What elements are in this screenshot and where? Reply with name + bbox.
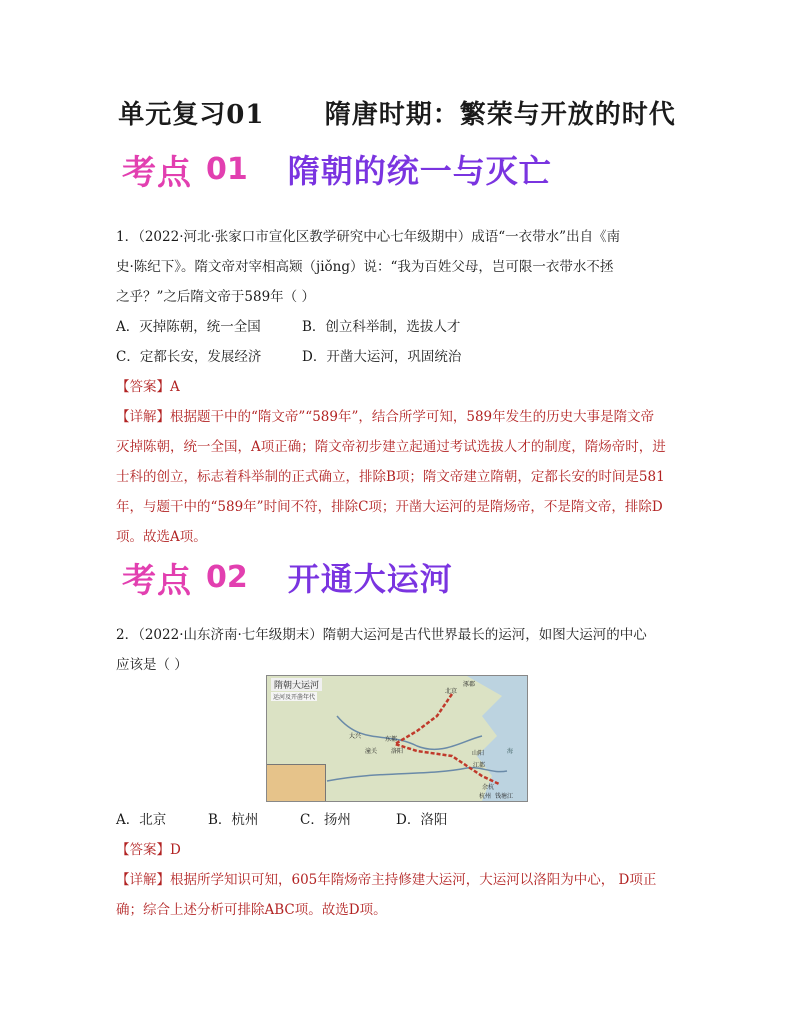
options-row (116, 342, 686, 372)
city-label: 杭州 (479, 793, 492, 800)
city-label: 涿郡 (463, 681, 476, 688)
option-c: C．扬州 (300, 812, 351, 828)
option-b: B．杭州 (208, 812, 259, 828)
option-d: D．开凿大运河，巩固统治 (302, 349, 462, 365)
options-row (116, 805, 686, 835)
question-text-line: 史·陈纪下》。隋文帝对宰相高颎（jiǒng）说：“我为百姓父母，岂可限一衣带水不拯 (116, 259, 614, 275)
city-label: 洛阳 (391, 748, 404, 755)
city-label: 北京 (445, 688, 458, 695)
option-b: B．创立科举制，选拔人才 (302, 319, 461, 335)
answer-line (116, 372, 686, 402)
grand-canal-map (266, 675, 528, 802)
option-c: C．定都长安，发展经济 (116, 349, 262, 365)
explain-line (116, 865, 686, 895)
explain-line: 项。故选A项。 (116, 529, 207, 545)
explain-tag: 【详解】 (116, 409, 170, 425)
question-2 (116, 620, 686, 680)
section-header-02 (122, 555, 453, 599)
answer-tag: 【答案】 (116, 379, 170, 395)
city-label: 钱塘江 (495, 793, 514, 800)
explain-line: 年，与题干中的“589年”时间不符，排除C项；开凿大运河的是隋炀帝，不是隋文帝，排除D (116, 499, 663, 515)
section-number: 02 (206, 559, 248, 595)
section-label: 考点 (122, 560, 192, 601)
answer-value: D (170, 842, 181, 858)
map-title: 隋朝大运河 (271, 678, 322, 691)
options-row (116, 312, 686, 342)
answer-line (116, 835, 686, 865)
question-text-line: 1．（2022·河北·张家口市宣化区教学研究中心七年级期中）成语“一衣带水”出自《南 (116, 229, 621, 245)
city-label: 潼关 (365, 748, 378, 755)
section-title: 开通大运河 (287, 560, 453, 598)
city-label: 山阳 (472, 750, 485, 757)
option-d: D．洛阳 (396, 812, 448, 828)
explain-text: 根据所学知识可知，605年隋炀帝主持修建大运河，大运河以洛阳为中心， D项正 (170, 872, 657, 888)
question-text-line: 之乎？”之后隋文帝于589年（ ） (116, 289, 315, 305)
answer-tag: 【答案】 (116, 842, 170, 858)
question-2-rest (116, 805, 686, 925)
answer-value: A (170, 379, 180, 395)
section-header-01 (122, 147, 552, 191)
explain-line: 士科的创立，标志着科举制的正式确立，排除B项；隋文帝建立隋朝，定都长安的时间是581 (116, 469, 665, 485)
option-a: A．灭掉陈朝，统一全国 (116, 319, 261, 335)
section-number: 01 (206, 151, 248, 187)
explain-line: 灭掉陈朝，统一全国，A项正确；隋文帝初步建立起通过考试选拔人才的制度，隋炀帝时，进 (116, 439, 666, 455)
map-legend: 运河及开凿年代 (273, 694, 316, 701)
question-text-line: 应该是（ ） (116, 657, 188, 673)
page-title: 单元复习01 隋唐时期：繁荣与开放的时代 (118, 100, 676, 130)
sea-label: 海 (507, 748, 514, 755)
city-label: 余杭 (482, 784, 495, 791)
section-title: 隋朝的统一与灭亡 (287, 152, 552, 190)
question-text-line: 2．（2022·山东济南·七年级期末）隋朝大运河是古代世界最长的运河，如图大运河的中心 (116, 627, 647, 643)
explain-line: 确；综合上述分析可排除ABC项。故选D项。 (116, 902, 387, 918)
explain-text: 根据题干中的“隋文帝”“589年”，结合所学可知，589年发生的历史大事是隋文帝 (170, 409, 655, 425)
explain-tag: 【详解】 (116, 872, 170, 888)
city-label: 东都 (385, 736, 398, 743)
city-label: 江都 (473, 762, 486, 769)
map-inset (267, 764, 326, 802)
option-a: A．北京 (116, 812, 167, 828)
city-label: 大兴 (349, 733, 362, 740)
section-label: 考点 (122, 152, 192, 193)
explain-line (116, 402, 686, 432)
question-1 (116, 222, 686, 552)
